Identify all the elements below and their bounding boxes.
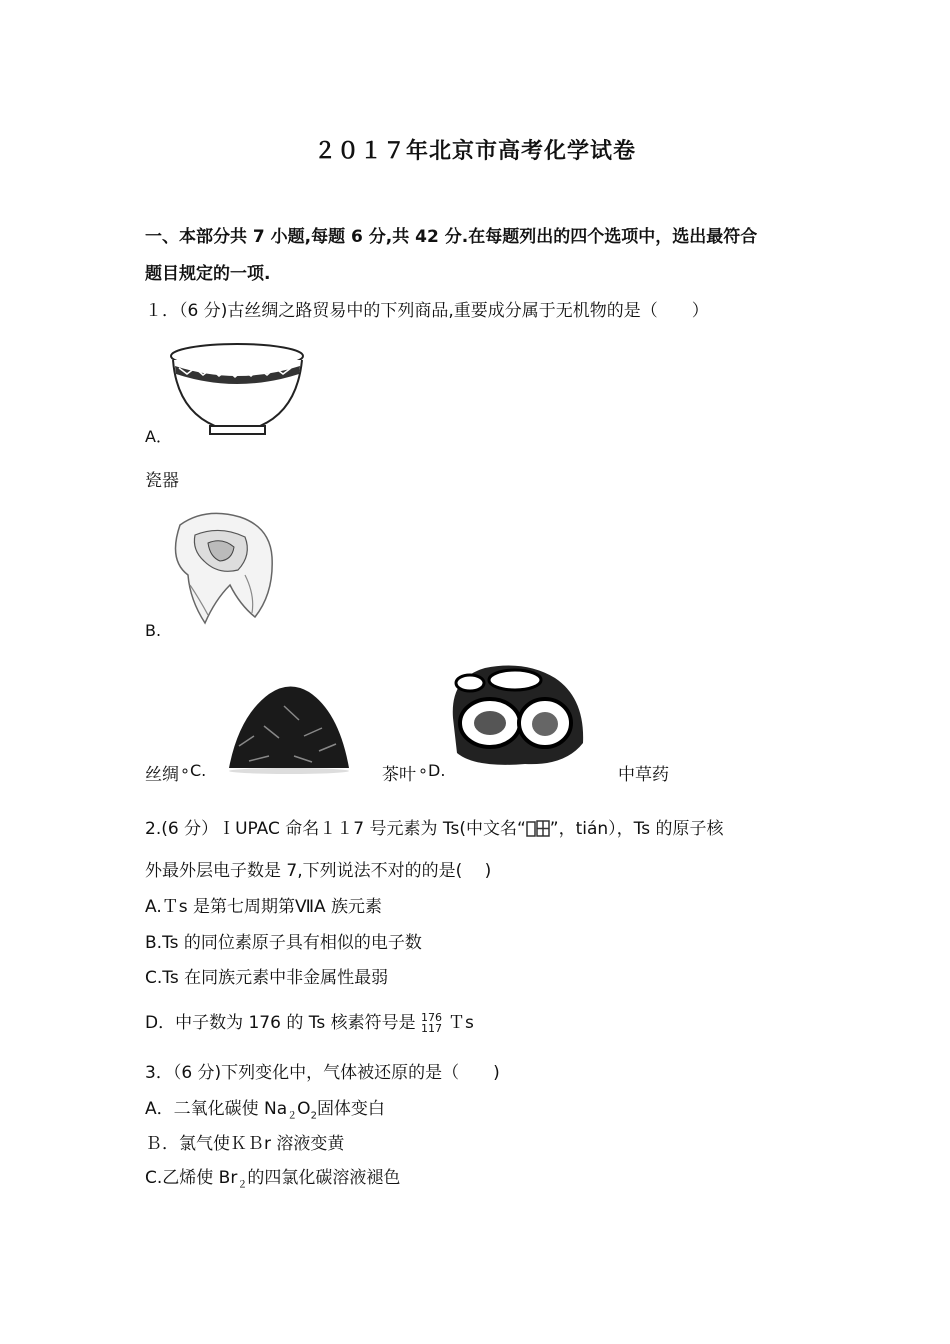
option-b-text: 丝绸: [145, 765, 179, 785]
question-2-stem-line2: 外最外层电子数是 7,下列说法不对的的是( ): [145, 861, 492, 881]
option-b-separator: ∘: [180, 761, 191, 780]
option-c-label: C.: [190, 761, 207, 780]
question-2-stem-part1: 2.(6 分）ＩUPAC 命名１１7 号元素为 Ts(中文名“: [145, 819, 526, 839]
herbal-medicine-image: [445, 658, 590, 770]
option-a-label: A．: [145, 427, 172, 446]
option-c-separator: ∘: [418, 761, 429, 780]
element-character-image: [526, 819, 550, 839]
question-3-option-c: [145, 1163, 400, 1190]
bromine-subscript: ２: [237, 1179, 248, 1191]
section-heading-line1: 一、本部分共 7 小题,每题 6 分,共 42 分.在每题列出的四个选项中，选出最符合: [145, 227, 758, 247]
question-1-stem: １．（6 分)古丝绸之路贸易中的下列商品,重要成分属于无机物的是（ ）: [145, 301, 709, 321]
question-2-stem-part2: ”，tián），Ts 的原子核: [549, 819, 724, 839]
option-b-label: B.: [145, 621, 162, 640]
question-3-option-c-text: C.乙烯使 Br: [145, 1168, 238, 1188]
question-3-option-a: [145, 1094, 385, 1121]
isotope-symbol: Ｔs: [448, 1013, 474, 1033]
isotope-mass-number: 176: [421, 1011, 442, 1024]
silk-image: [160, 505, 285, 630]
option-c-text: 茶叶: [382, 765, 416, 785]
isotope-notation: [421, 1012, 442, 1034]
tea-leaves-image: [224, 676, 354, 774]
isotope-atomic-number: 117: [421, 1022, 442, 1035]
question-2-option-a: A.Ｔs 是第七周期第ⅦA 族元素: [145, 897, 383, 917]
question-2-option-d: [145, 1008, 474, 1034]
question-2-stem: [145, 814, 724, 839]
question-3-stem: 3．（6 分)下列变化中，气体被还原的是（ ): [145, 1063, 500, 1083]
section-heading-line2: 题目规定的一项.: [145, 264, 271, 284]
question-3-option-a-tail: 固体变白: [316, 1099, 385, 1119]
oxygen-subscript: 2: [310, 1110, 317, 1122]
option-d-text: 中草药: [618, 765, 669, 785]
question-3-option-c-tail: 的四氯化碳溶液褪色: [247, 1168, 401, 1188]
question-3-option-a-text: A．二氧化碳使 Na: [145, 1099, 288, 1119]
option-d-label: D.: [428, 761, 446, 780]
option-a-text: 瓷器: [145, 471, 179, 491]
question-2-option-c: C.Ts 在同族元素中非金属性最弱: [145, 968, 389, 988]
question-2-option-b: B.Ts 的同位素原子具有相似的电子数: [145, 933, 422, 953]
sodium-subscript: ２: [287, 1110, 298, 1122]
oxygen-symbol: O: [297, 1099, 311, 1119]
document-title: ２０１７年北京市高考化学试卷: [313, 139, 636, 164]
porcelain-bowl-image: [165, 338, 310, 438]
question-3-option-b: Ｂ．氯气使ＫＢr 溶液变黄: [145, 1134, 345, 1154]
question-2-option-d-prefix: D．中子数为 176 的 Ts 核素符号是: [145, 1013, 416, 1033]
